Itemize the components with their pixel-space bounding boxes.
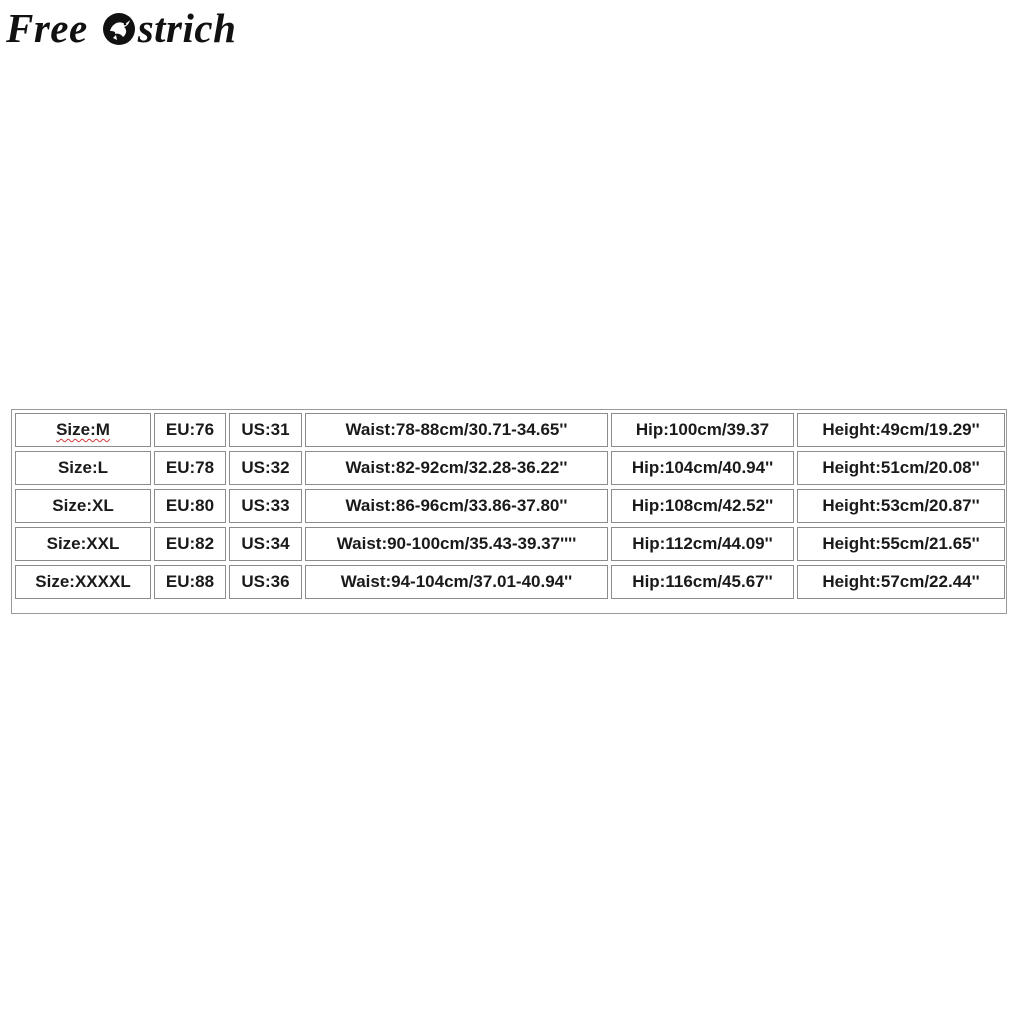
eu-size-cell xyxy=(154,489,226,523)
size-chart-table xyxy=(11,409,1007,614)
hip-cell xyxy=(611,527,794,561)
eu-size-cell xyxy=(154,565,226,599)
hip-cell xyxy=(611,565,794,599)
eu-size-cell-text: EU:76 xyxy=(165,420,215,439)
hip-cell xyxy=(611,489,794,523)
size-cell-text: Size:XL xyxy=(52,496,114,515)
eu-size-cell xyxy=(154,413,226,447)
waist-cell xyxy=(305,451,608,485)
us-size-cell-text: US:34 xyxy=(241,534,290,553)
table-row xyxy=(15,527,1005,561)
hip-cell-text: Hip:108cm/42.52'' xyxy=(631,496,774,515)
brand-logo xyxy=(6,6,236,50)
us-size-cell-text: US:33 xyxy=(241,496,290,515)
us-size-cell xyxy=(229,565,302,599)
bird-in-circle-icon xyxy=(101,11,137,47)
size-cell xyxy=(15,489,151,523)
height-cell xyxy=(797,565,1005,599)
hip-cell xyxy=(611,413,794,447)
size-cell xyxy=(15,413,151,447)
height-cell xyxy=(797,527,1005,561)
table-row xyxy=(15,413,1005,447)
waist-cell xyxy=(305,527,608,561)
size-cell xyxy=(15,565,151,599)
table-row xyxy=(15,565,1005,599)
size-cell-text: Size:L xyxy=(57,458,109,477)
us-size-cell xyxy=(229,527,302,561)
hip-cell-text: Hip:116cm/45.67'' xyxy=(632,572,773,591)
hip-cell-text: Hip:100cm/39.37 xyxy=(635,420,770,439)
brand-name-part2: strich xyxy=(137,5,237,51)
brand-name-part1: Free xyxy=(6,5,88,51)
height-cell-text: Height:53cm/20.87'' xyxy=(822,496,980,515)
hip-cell-text: Hip:104cm/40.94'' xyxy=(631,458,774,477)
us-size-cell-text: US:32 xyxy=(241,458,290,477)
size-cell xyxy=(15,451,151,485)
size-chart-grid xyxy=(12,409,1008,603)
waist-cell-text: Waist:90-100cm/35.43-39.37'''' xyxy=(336,534,577,553)
hip-cell xyxy=(611,451,794,485)
height-cell-text: Height:57cm/22.44'' xyxy=(822,572,980,591)
size-cell-text: Size:XXXXL xyxy=(35,572,131,591)
size-cell-text: Size:M xyxy=(56,420,110,439)
waist-cell xyxy=(305,413,608,447)
size-cell-text: Size:XXL xyxy=(46,534,120,553)
eu-size-cell-text: EU:88 xyxy=(165,572,215,591)
height-cell-text: Height:55cm/21.65'' xyxy=(822,534,980,553)
table-row xyxy=(15,489,1005,523)
table-row xyxy=(15,451,1005,485)
us-size-cell xyxy=(229,489,302,523)
eu-size-cell xyxy=(154,527,226,561)
height-cell xyxy=(797,451,1005,485)
waist-cell-text: Waist:78-88cm/30.71-34.65'' xyxy=(345,420,568,439)
eu-size-cell-text: EU:78 xyxy=(165,458,215,477)
us-size-cell xyxy=(229,451,302,485)
us-size-cell-text: US:36 xyxy=(241,572,290,591)
waist-cell-text: Waist:94-104cm/37.01-40.94'' xyxy=(340,572,573,591)
waist-cell-text: Waist:82-92cm/32.28-36.22'' xyxy=(345,458,568,477)
hip-cell-text: Hip:112cm/44.09'' xyxy=(632,534,773,553)
us-size-cell xyxy=(229,413,302,447)
height-cell xyxy=(797,413,1005,447)
waist-cell xyxy=(305,565,608,599)
height-cell-text: Height:49cm/19.29'' xyxy=(822,420,980,439)
eu-size-cell-text: EU:80 xyxy=(165,496,215,515)
eu-size-cell-text: EU:82 xyxy=(165,534,215,553)
us-size-cell-text: US:31 xyxy=(241,420,290,439)
waist-cell-text: Waist:86-96cm/33.86-37.80'' xyxy=(345,496,568,515)
waist-cell xyxy=(305,489,608,523)
eu-size-cell xyxy=(154,451,226,485)
height-cell xyxy=(797,489,1005,523)
height-cell-text: Height:51cm/20.08'' xyxy=(822,458,980,477)
size-cell xyxy=(15,527,151,561)
